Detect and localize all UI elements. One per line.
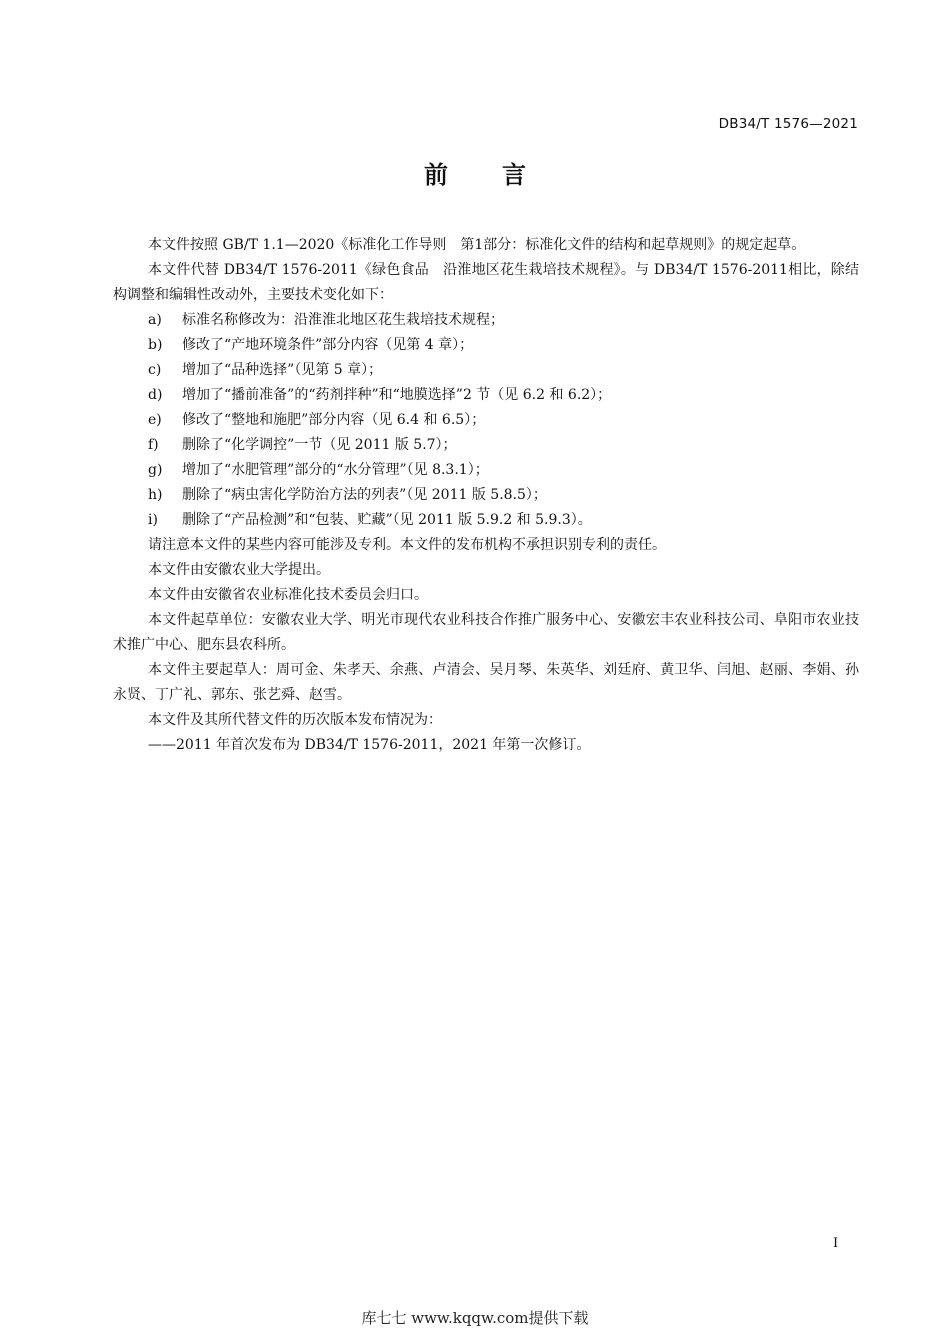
download-watermark: 库七七 www.kqqw.com提供下载: [361, 1309, 589, 1327]
change-item: [113, 483, 859, 508]
change-item-mark: a): [148, 312, 162, 328]
paragraph-replaces: 本文件代替 DB34/T 1576-2011《绿色食品 沿淮地区花生栽培技术规程》。与 DB34/T 1576-2011相比，除结构调整和编辑性改动外，主要技术变化如下：: [113, 262, 859, 303]
change-item: [113, 308, 859, 333]
paragraph-drafting-rules: 本文件按照 GB/T 1.1—2020《标准化工作导则 第1部分：标准化文件的结构和起草规则》的规定起草。: [148, 237, 806, 253]
paragraph-patent-notice: 请注意本文件的某些内容可能涉及专利。本文件的发布机构不承担识别专利的责任。: [148, 537, 666, 553]
change-item: [113, 358, 859, 383]
change-item: [113, 408, 859, 433]
change-item-text: 删除了“产品检测”和“包装、贮藏”（见 2011 版 5.9.2 和 5.9.3）。: [182, 512, 592, 528]
change-item-mark: b): [148, 337, 163, 353]
change-item-text: 增加了“播前准备”的“药剂拌种”和“地膜选择”2 节（见 6.2 和 6.2）；: [182, 387, 612, 403]
paragraph-version-history: ——2011 年首次发布为 DB34/T 1576-2011，2021 年第一次修订。: [148, 737, 591, 753]
change-item-text: 删除了“病虫害化学防治方法的列表”（见 2011 版 5.8.5）；: [182, 487, 547, 503]
paragraph-version-history-intro: 本文件及其所代替文件的历次版本发布情况为：: [148, 712, 442, 728]
paragraph-centralized-by: 本文件由安徽省农业标准化技术委员会归口。: [148, 587, 428, 603]
change-item-mark: c): [148, 362, 162, 378]
change-item-text: 修改了“产地环境条件”部分内容（见第 4 章）；: [182, 337, 474, 353]
paragraph-drafting-units: 本文件起草单位：安徽农业大学、明光市现代农业科技合作推广服务中心、安徽宏丰农业科技公司、阜阳市农业技术推广中心、肥东县农科所。: [113, 612, 859, 653]
change-item-text: 删除了“化学调控”一节（见 2011 版 5.7）；: [182, 437, 457, 453]
change-item: [113, 508, 859, 533]
change-item: [113, 433, 859, 458]
standard-code: DB34/T 1576—2021: [718, 116, 858, 132]
change-item-text: 修改了“整地和施肥”部分内容（见 6.4 和 6.5）；: [182, 412, 486, 428]
change-item: [113, 458, 859, 483]
change-item: [113, 383, 859, 408]
change-item-mark: g): [148, 462, 163, 478]
title-part-2: 言: [502, 161, 526, 189]
change-item-mark: h): [148, 487, 163, 503]
change-item-mark: d): [148, 387, 163, 403]
page-number: I: [833, 1236, 839, 1251]
change-item-text: 标准名称修改为：沿淮淮北地区花生栽培技术规程；: [182, 312, 504, 328]
change-item-text: 增加了“品种选择”（见第 5 章）；: [182, 362, 383, 378]
page-title: [0, 155, 950, 190]
change-item-mark: e): [148, 412, 162, 428]
title-part-1: 前: [424, 161, 448, 189]
paragraph-drafters: 本文件主要起草人：周可金、朱孝天、余燕、卢清会、吴月琴、朱英华、刘廷府、黄卫华、闫旭、赵丽、李娟、孙永贤、丁广礼、郭东、张艺舜、赵雪。: [113, 662, 859, 703]
paragraph-proposed-by: 本文件由安徽农业大学提出。: [148, 562, 330, 578]
foreword-body: [113, 233, 859, 758]
change-item: [113, 333, 859, 358]
change-item-mark: i): [148, 512, 158, 528]
change-item-text: 增加了“水肥管理”部分的“水分管理”（见 8.3.1）；: [182, 462, 489, 478]
change-item-mark: f): [148, 437, 159, 453]
